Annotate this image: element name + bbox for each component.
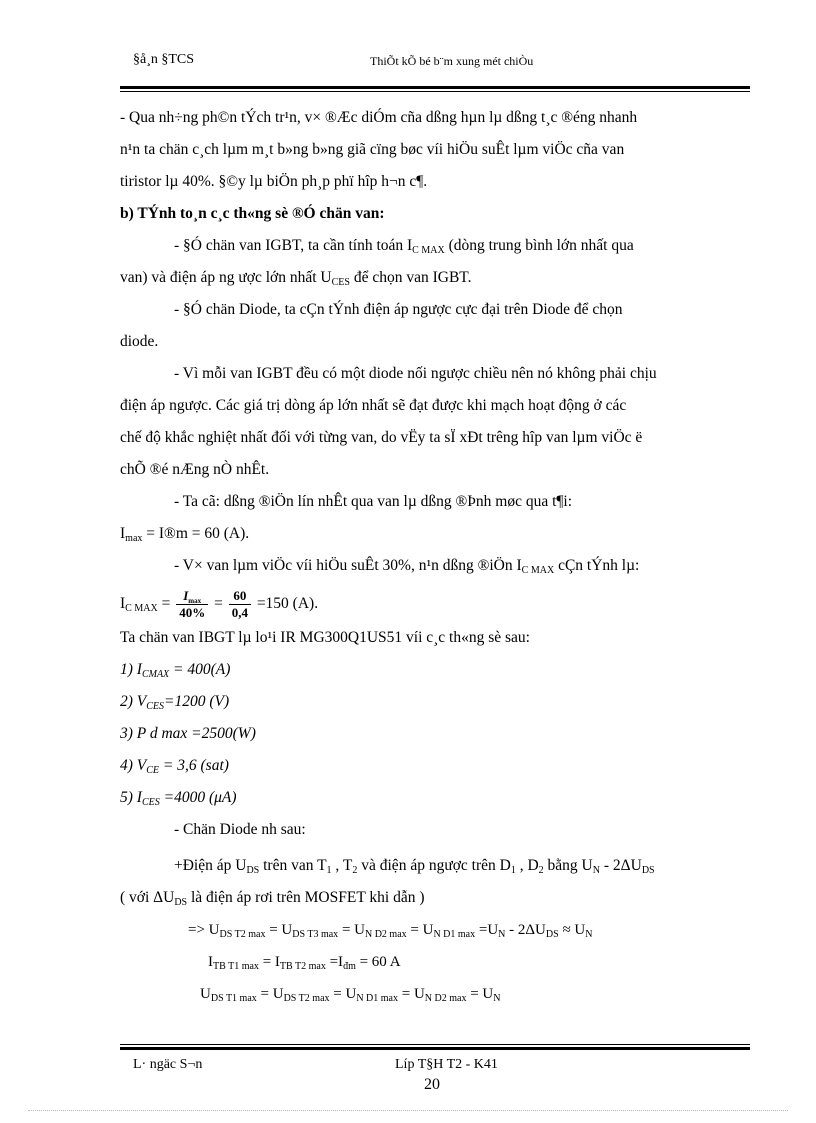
- paragraph-line: Ta chän van IBGT lµ lo¹i IR MG300Q1US51 víi c¸c th«ng sè sau:: [120, 629, 530, 646]
- equation-itb: $I_{TB T1 max} = I_{TB T2 max} =I_{đm} = 60$ A: [208, 954, 401, 972]
- header-rule-thick: [120, 86, 750, 89]
- footer-author: L· ngäc S¬n: [133, 1057, 203, 1072]
- formula-icmax: $I_{C MAX}$ = $\frac{I_{max}}{40\%}$ = $\frac{60}{0,4}$ =150 (A).: [120, 587, 319, 620]
- paragraph-line: diode.: [120, 333, 159, 350]
- spec-item: 4) $V_{CE} = 3,6$ (sat): [120, 757, 229, 776]
- spec-item: 2) $V_{CES}=1200$ (V): [120, 693, 230, 712]
- footer-class: Líp T§H T2 - K41: [395, 1057, 498, 1072]
- paragraph-line: ( với $\Delta U_{DS}$ là điện áp rơi trên MOSFET khi dẫn ): [120, 889, 425, 908]
- footer-rule-thick: [120, 1047, 750, 1050]
- page-number: 20: [424, 1076, 440, 1093]
- paragraph-line: tiristor lµ 40%. §©y lµ biÖn ph¸p phï hîp h¬n c¶.: [120, 173, 428, 190]
- paragraph-line: - Vì mỗi van IGBT đều có một diode nối ngược chiều nên nó không phải chịu: [174, 365, 657, 382]
- footer-rule-thin: [120, 1044, 750, 1045]
- formula-imax: $I_{max}$ = I®m = 60 (A).: [120, 525, 250, 544]
- paragraph-line: chÕ ®é nÆng nÒ nhÊt.: [120, 461, 270, 478]
- spec-item: 1) $I_{CMAX} = 400(A)$: [120, 661, 231, 680]
- paragraph-line: điện áp ngược. Các giá trị dòng áp lớn nhất sẽ đạt được khi mạch hoạt động ở các: [120, 397, 627, 414]
- page-header-left: §å¸n §TCS: [133, 52, 195, 67]
- spec-item: 3) P d max =2500(W): [120, 725, 256, 742]
- paragraph-line: - Qua nh÷ng ph©n tÝch tr¹n, v× ®Æc diÓm cña dßng hµn lµ dßng t¸c ®éng nhanh: [120, 109, 638, 126]
- paragraph-line: - §Ó chän Diode, ta cÇn tÝnh điện áp ngược cực đại trên Diode để chọn: [174, 301, 623, 318]
- paragraph-line: van) và điện áp ng ược lớn nhất $U_{CES}$ để chọn van IGBT.: [120, 269, 472, 288]
- paragraph-line: - Chän Diode nh sau:: [174, 821, 306, 838]
- fraction-60-over-04: $\frac{60}{0,4}$: [229, 588, 251, 621]
- page-edge-dotted: [28, 1110, 788, 1111]
- page-body: [120, 102, 732, 1010]
- paragraph-line: - Ta cã: dßng ®iÖn lín nhÊt qua van lµ dßng ®Þnh møc qua t¶i:: [174, 493, 573, 510]
- paragraph-line: - V× van lµm viÖc víi hiÖu suÊt 30%, n¹n dßng ®iÖn $I_{C MAX}$ cÇn tÝnh lµ:: [174, 557, 640, 576]
- paragraph-line: n¹n ta chän c¸ch lµm m¸t b»ng b»ng giã cïng bøc víi hiÖu suÊt lµm viÖc cña van: [120, 141, 625, 158]
- section-heading: b) TÝnh to¸n c¸c th«ng sè ®Ó chän van:: [120, 205, 385, 222]
- fraction-imax-over-40: $\frac{I_{max}}{40\%}$: [176, 588, 208, 621]
- equation-uds: => $U_{DS T2 max} = U_{DS T3 max} = U_{N D2 max} = U_{N D1 max} =U_N - 2\Delta U_{DS} \approx U_N$: [188, 922, 593, 940]
- page-header-right: ThiÕt kÕ bé b¨m xung mét chiÒu: [370, 54, 534, 68]
- equation-un: $U_{DS T1 max} = U_{DS T2 max} = U_{N D1 max} = U_{N D2 max} = U_N$: [200, 986, 501, 1004]
- paragraph-line: chế độ khắc nghiệt nhất đối với từng van, do vËy ta sÏ xÐt trêng hîp van lµm viÖc ë: [120, 429, 643, 446]
- paragraph-line: +Điện áp $U_{DS}$ trên van $T_1$ , $T_2$ và điện áp ngược trên $D_1$ , $D_2$ bằng $U_N - 2\Delta U_{DS}$: [174, 857, 655, 876]
- header-rule-thin: [120, 91, 750, 92]
- spec-item: 5) $I_{CES} =4000$ (μA): [120, 789, 237, 808]
- paragraph-line: - §Ó chän van IGBT, ta cần tính toán $I_{C MAX}$ (dòng trung bình lớn nhất qua: [174, 237, 634, 256]
